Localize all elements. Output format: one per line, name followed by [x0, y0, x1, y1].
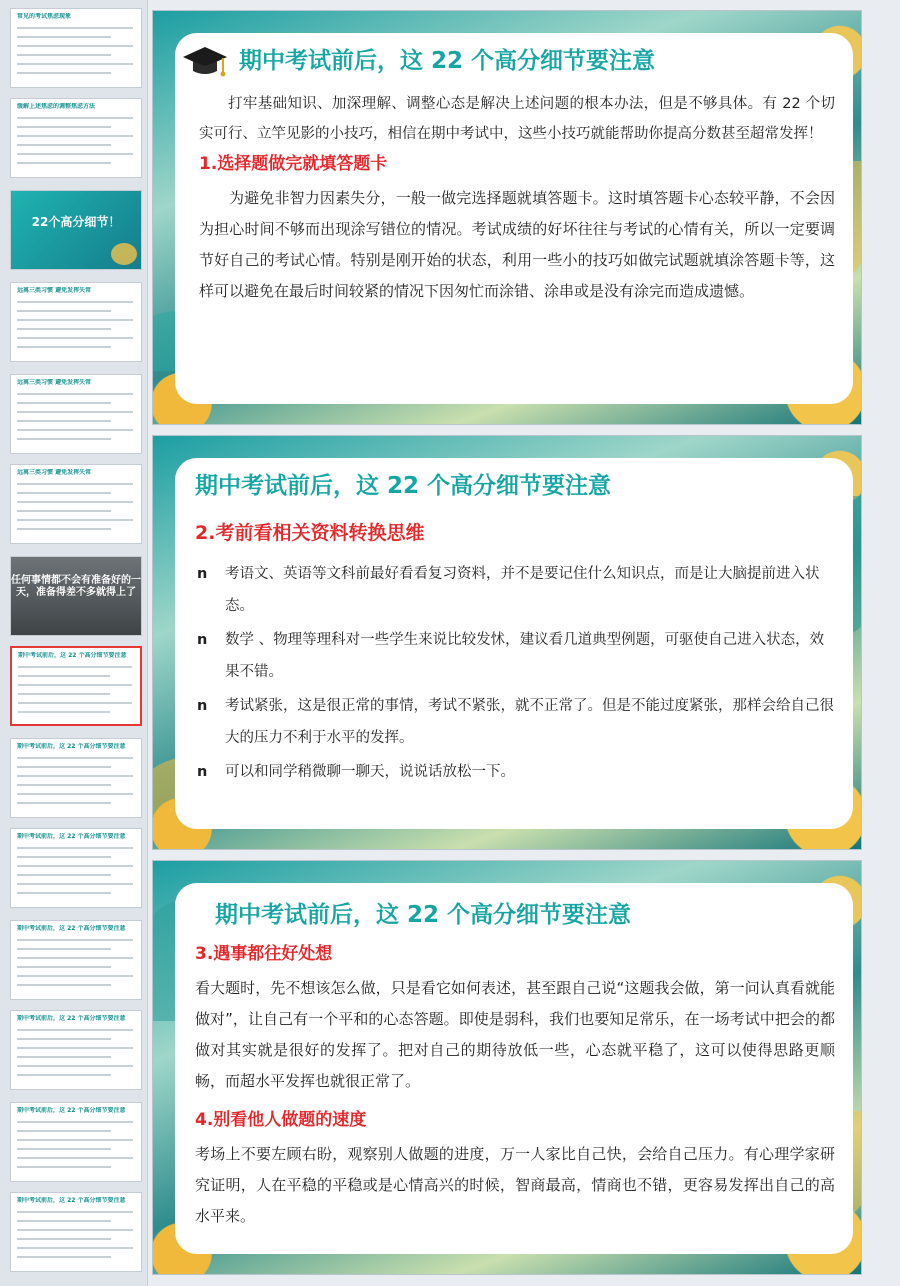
thumbnail-title: 缓解上述焦虑的调整焦虑方法 [17, 103, 96, 110]
bullet-item [195, 690, 835, 754]
thumbnail-text-line [18, 666, 132, 668]
thumbnail-text-line [17, 1074, 111, 1076]
thumbnail-text-line [17, 519, 133, 521]
thumbnail-text-line [17, 1130, 111, 1132]
intro-paragraph: 打牢基础知识、加深理解、调整心态是解决上述问题的根本办法，但是不够具体。有 22 个切实可行、立竿见影的小技巧，相信在期中考试中，这些小技巧就能帮助你提高分数甚至超常发挥！ [199, 96, 835, 142]
thumbnail-title: 常见的考试焦虑现象 [17, 13, 72, 20]
thumbnail-text-line [17, 1148, 111, 1150]
thumbnail-text-line [17, 420, 111, 422]
thumbnail-text-line [17, 144, 111, 146]
slide-thumbnail[interactable] [10, 8, 142, 88]
thumbnail-text-line [17, 438, 111, 440]
thumbnail-text-line [17, 802, 111, 804]
thumbnail-text-line [17, 528, 111, 530]
thumbnail-title: 期中考试前后，这 22 个高分细节要注意 [18, 652, 127, 659]
bullet-text: 数学 、物理等理科对一些学生来说比较发怵，建议看几道典型例题，可驱使自己进入状态，效果不错。 [225, 632, 825, 680]
thumbnail-text-line [17, 411, 133, 413]
thumbnail-title: 期中考试前后，这 22 个高分细节要注意 [17, 1197, 126, 1204]
thumbnail-text-line [17, 1121, 133, 1123]
thumbnail-text-line [17, 975, 133, 977]
thumbnail-text-line [17, 501, 133, 503]
thumbnail-title: 远离三类习惯 避免发挥失常 [17, 469, 92, 476]
thumbnail-text-line [17, 892, 111, 894]
thumbnail-text-line [17, 1238, 111, 1240]
slide-3[interactable] [152, 860, 862, 1275]
thumbnail-text-line [17, 393, 133, 395]
thumbnail-title: 远离三类习惯 避免发挥失常 [17, 379, 92, 386]
slide-thumbnail[interactable] [10, 190, 142, 270]
content-card [175, 883, 853, 1254]
slide-thumbnail[interactable] [10, 920, 142, 1000]
slide-title: 期中考试前后，这 22 个高分细节要注意 [239, 48, 656, 74]
thumbnail-text-line [17, 874, 111, 876]
thumbnail-text-line [18, 675, 110, 677]
thumbnail-text-line [17, 1157, 133, 1159]
bullet-text: 可以和同学稍微聊一聊天，说说话放松一下。 [225, 764, 515, 780]
slide-title: 期中考试前后，这 22 个高分细节要注意 [215, 902, 632, 928]
slide-thumbnail[interactable] [10, 1010, 142, 1090]
bullet-marker: n [197, 632, 208, 648]
thumbnail-text-line [17, 757, 133, 759]
thumbnail-text-line [17, 319, 133, 321]
thumbnail-text-line [17, 775, 133, 777]
thumbnail-title: 期中考试前后，这 22 个高分细节要注意 [17, 925, 126, 932]
bullet-marker: n [197, 566, 208, 582]
slide-thumbnail[interactable] [10, 556, 142, 636]
thumbnail-text-line [17, 1247, 133, 1249]
thumbnail-text-line [17, 63, 133, 65]
slide-thumbnail[interactable] [10, 464, 142, 544]
slide-thumbnail[interactable] [10, 1192, 142, 1272]
bullet-item [195, 756, 835, 788]
thumbnail-text-line [17, 1065, 133, 1067]
graduation-cap-icon [181, 43, 229, 83]
thumbnail-title: 22个高分细节！ [31, 215, 121, 229]
slide-1[interactable] [152, 10, 862, 425]
thumbnail-text-line [17, 784, 111, 786]
thumbnail-text-line [17, 766, 111, 768]
thumbnail-text-line [17, 1139, 133, 1141]
thumbnail-text-line [17, 310, 111, 312]
thumbnail-text-line [17, 402, 111, 404]
thumbnail-text-line [17, 883, 133, 885]
thumbnail-text-line [17, 135, 133, 137]
thumbnail-text-line [17, 337, 133, 339]
section-heading: 4.别看他人做题的速度 [195, 1110, 367, 1130]
thumbnail-text-line [17, 346, 111, 348]
thumbnail-text-line [17, 847, 133, 849]
book-illustration [111, 243, 137, 265]
thumbnail-text-line [17, 939, 133, 941]
bullet-text: 考语文、英语等文科前最好看看复习资料，并不是要记住什么知识点，而是让大脑提前进入状态。 [225, 566, 820, 614]
thumbnail-text-line [17, 984, 111, 986]
thumbnail-text-line [17, 72, 111, 74]
thumbnail-text-line [17, 1211, 133, 1213]
content-card [175, 33, 853, 404]
thumbnail-text-line [17, 1166, 111, 1168]
thumbnail-text-line [17, 865, 133, 867]
thumbnail-text-line [17, 1229, 133, 1231]
section-heading: 1.选择题做完就填答题卡 [199, 154, 388, 174]
thumbnail-title: 任何事情都不会有准备好的一天，准备得差不多就得上了 [11, 575, 141, 598]
bullet-item [195, 624, 835, 688]
bullet-marker: n [197, 698, 208, 714]
thumbnail-title: 期中考试前后，这 22 个高分细节要注意 [17, 1107, 126, 1114]
thumbnail-text-line [17, 301, 133, 303]
thumbnail-text-line [17, 793, 133, 795]
thumbnail-text-line [18, 684, 132, 686]
slide-thumbnail[interactable] [10, 646, 142, 726]
thumbnail-text-line [17, 1047, 133, 1049]
thumbnail-text-line [17, 27, 133, 29]
thumbnail-title: 期中考试前后，这 22 个高分细节要注意 [17, 1015, 126, 1022]
thumbnail-text-line [17, 1256, 111, 1258]
thumbnail-title: 远离三类习惯 避免发挥失常 [17, 287, 92, 294]
thumbnail-text-line [17, 1029, 133, 1031]
thumbnail-title: 期中考试前后，这 22 个高分细节要注意 [17, 833, 126, 840]
content-card [175, 458, 853, 829]
slide-thumbnail[interactable] [10, 374, 142, 454]
body-paragraph: 看大题时，先不想该怎么做，只是看它如何表述，甚至跟自己说“这题我会做，第一问认真看就能做对”，让自己有一个平和的心态答题。即使是弱科，我们也要知足常乐，在一场考试中把会的都做对其实就是很好的发挥了。把对自己的期待放低一些，心态就平稳了，这可以使得思路更顺畅，而超水平发挥也就很正常了。 [195, 979, 835, 1090]
bullet-item [195, 558, 835, 622]
thumbnail-text-line [17, 483, 133, 485]
slide-thumbnail[interactable] [10, 738, 142, 818]
slide-thumbnail[interactable] [10, 282, 142, 362]
thumbnail-text-line [17, 45, 133, 47]
body-paragraph: 考场上不要左顾右盼，观察别人做题的进度，万一人家比自己快，会给自己压力。有心理学家研究证明，人在平稳的平稳或是心情高兴的时候，智商最高，情商也不错，更容易发挥出自己的高水平来。 [195, 1145, 835, 1225]
slide-title: 期中考试前后，这 22 个高分细节要注意 [195, 473, 612, 499]
thumbnail-text-line [17, 429, 133, 431]
thumbnail-text-line [17, 1038, 111, 1040]
thumbnail-text-line [17, 957, 133, 959]
thumbnail-text-line [17, 153, 133, 155]
bullet-text: 考试紧张，这是很正常的事情，考试不紧张，就不正常了。但是不能过度紧张，那样会给自己很大的压力不利于水平的发挥。 [225, 698, 834, 746]
section-heading: 3.遇事都往好处想 [195, 944, 333, 964]
thumbnail-text-line [17, 162, 111, 164]
section-heading: 2.考前看相关资料转换思维 [195, 522, 425, 544]
slide-thumbnail[interactable] [10, 98, 142, 178]
thumbnail-text-line [17, 856, 111, 858]
thumbnail-text-line [17, 36, 111, 38]
body-paragraph: 为避免非智力因素失分，一般一做完选择题就填答题卡。这时填答题卡心态较平静，不会因为担心时间不够而出现涂写错位的情况。考试成绩的好坏往往与考试的心情有关，所以一定要调节好自己的考试心情。特别是刚开始的状态，利用一些小的技巧如做完试题就填涂答题卡等，这样可以避免在最后时间较紧的情况下因匆忙而涂错、涂串或是没有涂完而造成遗憾。 [199, 189, 835, 300]
slide-thumbnail-panel [0, 0, 148, 1286]
thumbnail-text-line [17, 1056, 111, 1058]
thumbnail-text-line [18, 693, 110, 695]
thumbnail-text-line [17, 328, 111, 330]
thumbnail-text-line [17, 117, 133, 119]
thumbnail-text-line [18, 711, 110, 713]
thumbnail-text-line [17, 948, 111, 950]
thumbnail-title: 期中考试前后，这 22 个高分细节要注意 [17, 743, 126, 750]
slide-2[interactable] [152, 435, 862, 850]
thumbnail-text-line [17, 1220, 111, 1222]
bullet-marker: n [197, 764, 208, 780]
thumbnail-text-line [17, 966, 111, 968]
bullet-list [195, 558, 835, 790]
thumbnail-text-line [17, 492, 111, 494]
thumbnail-text-line [18, 702, 132, 704]
slide-thumbnail[interactable] [10, 828, 142, 908]
thumbnail-text-line [17, 510, 111, 512]
slide-thumbnail[interactable] [10, 1102, 142, 1182]
thumbnail-text-line [17, 126, 111, 128]
thumbnail-text-line [17, 54, 111, 56]
